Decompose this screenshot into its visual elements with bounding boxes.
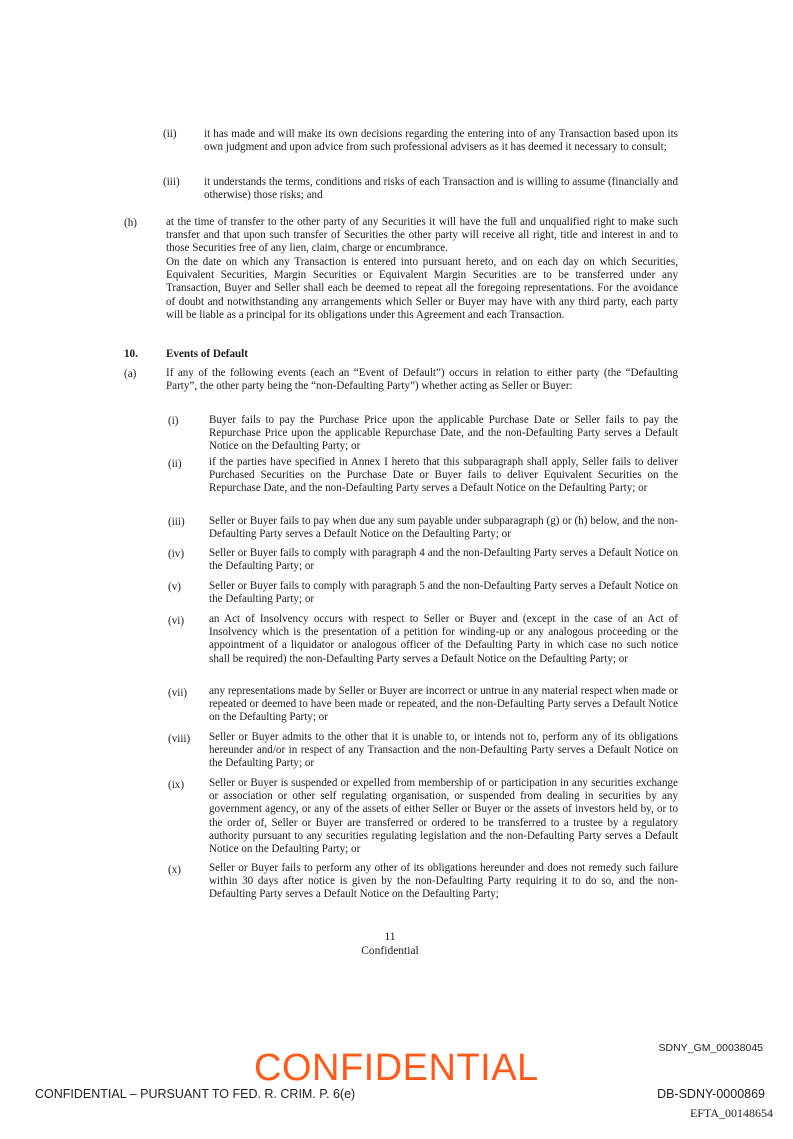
bates-number-top: SDNY_GM_00038045 (658, 1042, 763, 1054)
default-item-label: (iv) (168, 548, 185, 560)
footer-confidential: Confidential (361, 945, 419, 957)
default-item-text: Seller or Buyer fails to pay when due any sum payable under subparagraph (g) or (h) below, and the non-Defaulting Party serves a Default Notice on the Defaulting Party; or (209, 515, 678, 541)
clause-g-iii-label: (iii) (163, 176, 180, 188)
efta-number: EFTA_00148654 (689, 1106, 773, 1120)
clause-h-label: (h) (124, 217, 137, 229)
rule-notice: CONFIDENTIAL – PURSUANT TO FED. R. CRIM. P. 6(e) (35, 1087, 356, 1101)
section-number: 10. (124, 348, 138, 360)
default-item-text: Seller or Buyer fails to comply with paragraph 5 and the non-Defaulting Party serves a Default Notice on the Defaulting Party; or (209, 580, 678, 606)
default-item-text: Seller or Buyer fails to perform any other of its obligations hereunder and does not remedy such failure within 30 days after notice is given by the non-Defaulting Party requiring it to do so, and the non-Defaulting Party serves a Default Notice on the Defaulting Party; (209, 862, 678, 901)
clause-g-ii-text: it has made and will make its own decisions regarding the entering into of any Transaction based upon its own judgment and upon advice from such professional advisers as it has deemed it necessary to consult; (204, 128, 678, 154)
clause-g-iii-text: it understands the terms, conditions and risks of each Transaction and is willing to assume (financially and otherwise) those risks; and (204, 176, 678, 202)
default-item-text: Seller or Buyer is suspended or expelled from membership of or participation in any securities exchange or association or other self regulating organisation, or suspended from dealing in securities by any government agency, or any of the assets of either Seller or Buyer or the assets of investors held by, or to the order of, Seller or Buyer are transferred or ordered to be transferred to a trustee by a regulatory authority pursuant to any securities regulating legislation and the non-Defaulting Party serves a Default Notice on the Defaulting Party; or (209, 777, 678, 856)
default-item-label: (viii) (168, 733, 191, 745)
clause-g-ii-label: (ii) (163, 128, 177, 140)
default-item-label: (iii) (168, 516, 185, 528)
default-item-label: (ii) (168, 458, 182, 470)
default-item-label: (vi) (168, 615, 185, 627)
default-item-label: (v) (168, 581, 181, 593)
default-item-text: Seller or Buyer fails to comply with paragraph 4 and the non-Defaulting Party serves a Default Notice on the Defaulting Party; or (209, 547, 678, 573)
default-item-label: (ix) (168, 779, 185, 791)
default-item-text: any representations made by Seller or Buyer are incorrect or untrue in any material respect when made or repeated or deemed to have been made or repeated, and the non-Defaulting Party serves a Default Notice on the Defaulting Party; or (209, 685, 678, 724)
section-a-text: If any of the following events (each an “Event of Default”) occurs in relation to either party (the “Defaulting Party”, the other party being the “non-Defaulting Party”) whether acting as Seller or Buyer: (166, 367, 678, 393)
confidential-stamp: CONFIDENTIAL (254, 1047, 539, 1089)
default-item-label: (vii) (168, 687, 188, 699)
default-item-text: an Act of Insolvency occurs with respect to Seller or Buyer and (except in the case of an Act of Insolvency which is the presentation of a petition for winding-up or any analogous proceeding or the appointment of a liquidator or analogous officer of the Defaulting Party in which case no such notice shall be required) the non-Defaulting Party serves a Default Notice on the Defaulting Party; or (209, 613, 678, 665)
section-a-label: (a) (124, 368, 137, 380)
clause-h-repetition-text: On the date on which any Transaction is entered into pursuant hereto, and on each day on which Securities, Equivalent Securities, Margin Securities or Equivalent Margin Securities are to be transferred under any Transaction, Buyer and Seller shall each be deemed to repeat all the foregoing representations. For the avoidance of doubt and notwithstanding any arrangements which Seller or Buyer may have with any third party, each party will be liable as a principal for its obligations under this Agreement and each Transaction. (166, 256, 678, 321)
default-item-label: (x) (168, 864, 181, 876)
page-number: 11 (384, 931, 396, 943)
default-item-text: Seller or Buyer admits to the other that it is unable to, or intends not to, perform any of its obligations hereunder and/or in respect of any Transaction and the non-Defaulting Party serves a Default Notice on the Defaulting Party; or (209, 731, 678, 770)
bates-number-bottom: DB-SDNY-0000869 (657, 1087, 765, 1101)
clause-h-text: at the time of transfer to the other party of any Securities it will have the full and unqualified right to make such transfer and that upon such transfer of Securities the other party will receive all right, title and interest in and to those Securities free of any lien, claim, charge or encumbrance. (166, 216, 678, 255)
default-item-text: Buyer fails to pay the Purchase Price upon the applicable Purchase Date or Seller fails to pay the Repurchase Price upon the applicable Repurchase Date, and the non-Defaulting Party serves a Default Notice on the Defaulting Party; or (209, 414, 678, 453)
section-title: Events of Default (166, 348, 248, 360)
default-item-label: (i) (168, 415, 179, 427)
default-item-text: if the parties have specified in Annex I hereto that this subparagraph shall apply, Seller fails to deliver Purchased Securities on the Purchase Date or Buyer fails to deliver Equivalent Securities on the Repurchase Date, and the non-Defaulting Party serves a Default Notice on the Defaulting Party; or (209, 456, 678, 495)
